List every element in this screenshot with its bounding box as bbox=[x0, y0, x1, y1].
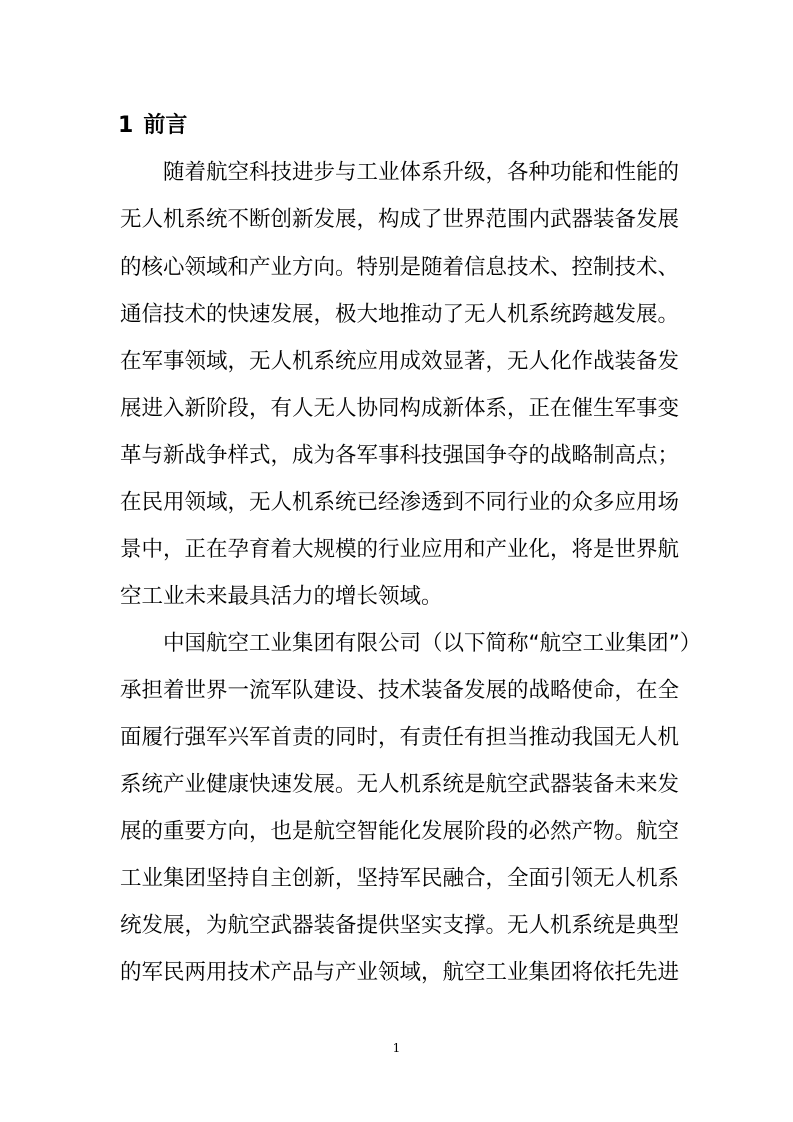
paragraph-1-line: 随着航空科技进步与工业体系升级，各种功能和性能的 bbox=[163, 160, 680, 185]
paragraph-1-line: 通信技术的快速发展，极大地推动了无人机系统跨越发展。 bbox=[120, 302, 680, 327]
paragraph-2-line: 中国航空工业集团有限公司（以下简称“航空工业集团”） bbox=[163, 631, 702, 656]
paragraph-1-line: 空工业未来最具活力的增长领域。 bbox=[120, 584, 443, 609]
paragraph-2-line: 统发展，为航空武器装备提供坚实支撑。无人机系统是典型 bbox=[120, 913, 680, 938]
section-number: 1 bbox=[118, 113, 134, 138]
page-number: 1 bbox=[392, 1041, 401, 1055]
paragraph-1-line: 革与新战争样式，成为各军事科技强国争夺的战略制高点； bbox=[120, 443, 680, 468]
paragraph-2-line: 承担着世界一流军队建设、技术装备发展的战略使命，在全 bbox=[120, 678, 680, 703]
section-title: 前言 bbox=[143, 113, 188, 138]
paragraph-1-line: 展进入新阶段，有人无人协同构成新体系，正在催生军事变 bbox=[120, 396, 680, 421]
paragraph-1-line: 景中，正在孕育着大规模的行业应用和产业化，将是世界航 bbox=[120, 537, 680, 562]
paragraph-2-line: 工业集团坚持自主创新，坚持军民融合，全面引领无人机系 bbox=[120, 866, 680, 891]
paragraph-1-line: 在民用领域，无人机系统已经渗透到不同行业的众多应用场 bbox=[120, 490, 680, 515]
section-heading bbox=[118, 112, 187, 140]
paragraph-2-line: 面履行强军兴军首责的同时，有责任有担当推动我国无人机 bbox=[120, 725, 680, 750]
paragraph-1-line: 无人机系统不断创新发展，构成了世界范围内武器装备发展 bbox=[120, 207, 680, 232]
paragraph-2-line: 系统产业健康快速发展。无人机系统是航空武器装备未来发 bbox=[120, 772, 680, 797]
paragraph-2-line: 的军民两用技术产品与产业领域，航空工业集团将依托先进 bbox=[120, 960, 680, 985]
paragraph-2-line: 展的重要方向，也是航空智能化发展阶段的必然产物。航空 bbox=[120, 819, 680, 844]
paragraph-1-line: 在军事领域，无人机系统应用成效显著，无人化作战装备发 bbox=[120, 349, 680, 374]
paragraph-1-line: 的核心领域和产业方向。特别是随着信息技术、控制技术、 bbox=[120, 255, 680, 280]
